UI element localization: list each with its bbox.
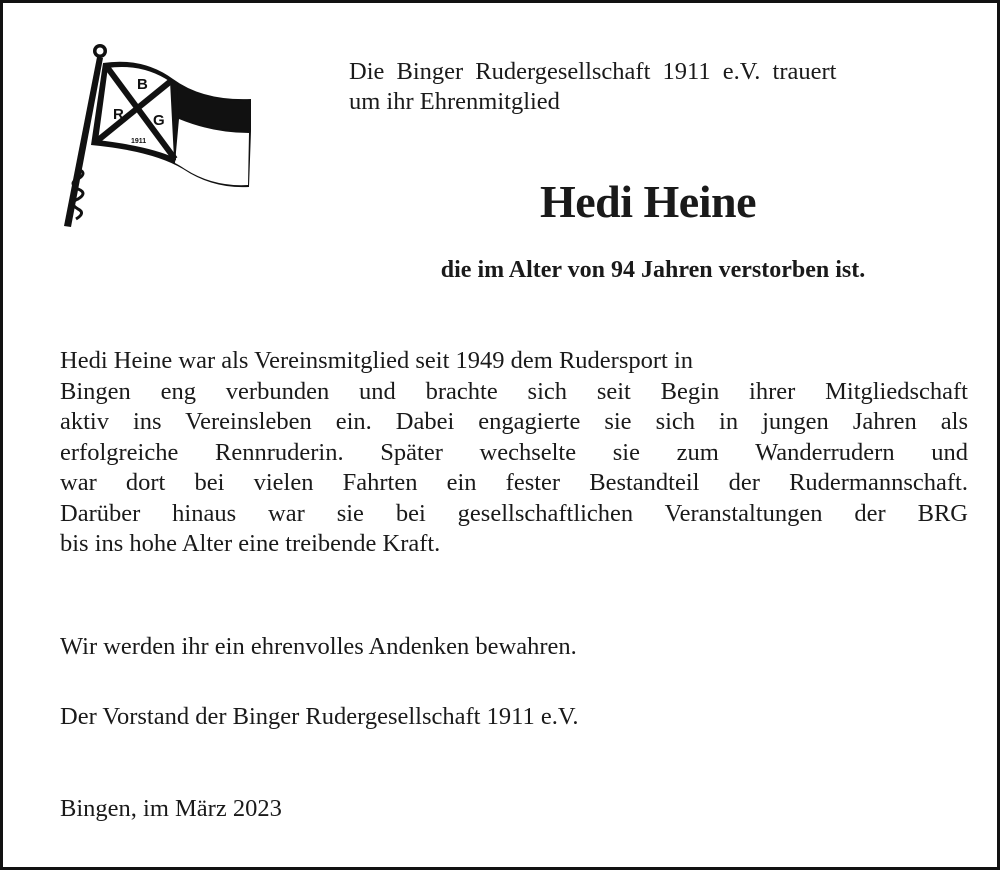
body-line: war dort bei vielen Fahrten ein fester Bestandteil der Rudermannschaft. (60, 469, 968, 496)
body-line: Hedi Heine war als Vereinsmitglied seit 1949 dem Rudersport in (60, 347, 694, 374)
intro-text (349, 57, 949, 117)
body-line: bis ins hohe Alter eine treibende Kraft. (60, 530, 441, 557)
deceased-name: Hedi Heine (539, 176, 757, 227)
club-flag-logo (53, 39, 263, 234)
body-line: aktiv ins Vereinsleben ein. Dabei engagierte sie sich in jungen Jahren als (60, 408, 968, 435)
logo-letter-b: B (137, 76, 148, 93)
signature: Der Vorstand der Binger Rudergesellschaft 1911 e.V. (60, 703, 579, 730)
memory-line: Wir werden ihr ein ehrenvolles Andenken bewahren. (60, 633, 577, 660)
obituary-body (60, 346, 968, 560)
body-line: Bingen eng verbunden und brachte sich seit Begin ihrer Mitgliedschaft (60, 377, 968, 405)
intro-line-2: um ihr Ehrenmitglied (349, 88, 560, 115)
body-line: erfolgreiche Rennruderin. Später wechselte sie zum Wanderrudern und (60, 438, 968, 466)
intro-line-1: Die Binger Rudergesellschaft 1911 e.V. trauert (349, 58, 837, 85)
place-date: Bingen, im März 2023 (60, 795, 282, 822)
body-line: Darüber hinaus war sie bei gesellschaftlichen Veranstaltungen der BRG (60, 499, 968, 527)
logo-letter-g: G (153, 112, 165, 129)
logo-letter-r: R (113, 106, 124, 123)
flag-cloth (91, 62, 251, 187)
age-line: die im Alter von 94 Jahren verstorben ist. (440, 257, 866, 283)
logo-year: 1911 (131, 138, 147, 145)
